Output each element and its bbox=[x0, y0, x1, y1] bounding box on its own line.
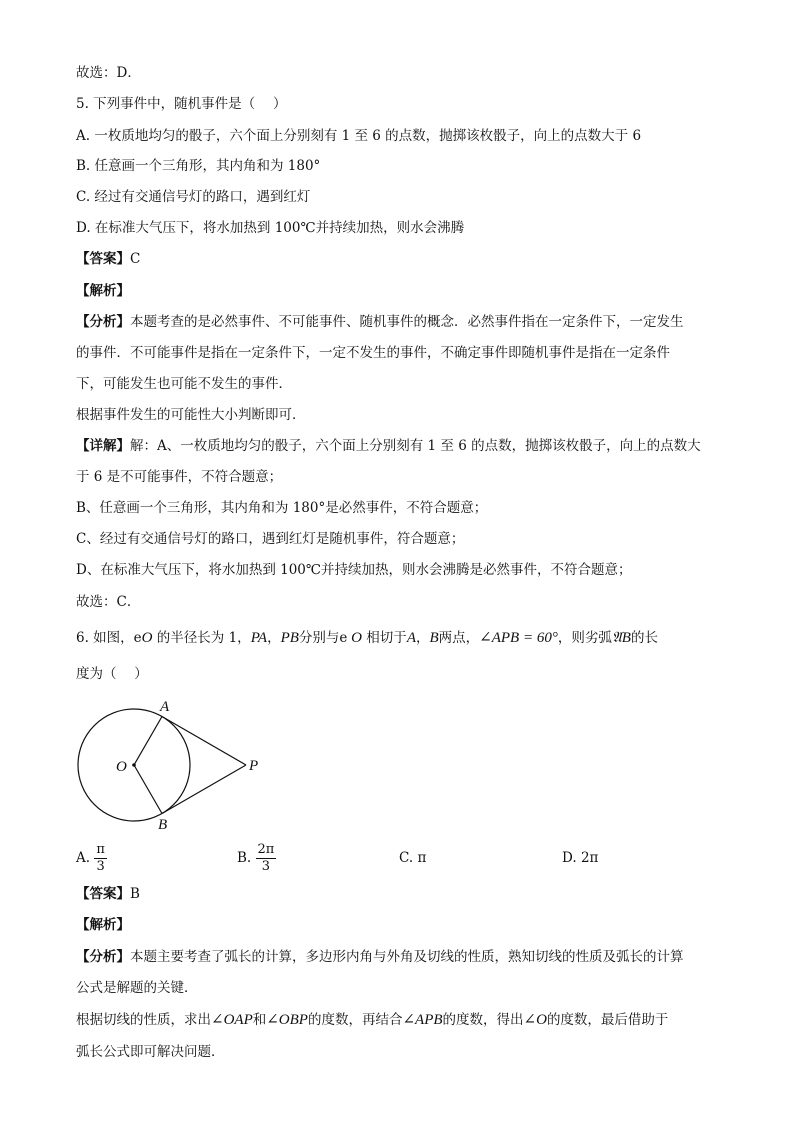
text-line: 故选：C． bbox=[76, 594, 141, 610]
math-A: A bbox=[406, 630, 416, 646]
text-line bbox=[76, 1011, 668, 1029]
q6-text: ， bbox=[267, 630, 281, 646]
option-b-label: B. bbox=[237, 850, 252, 866]
q6-text: ， bbox=[415, 630, 430, 646]
circle-symbol: e bbox=[339, 630, 348, 646]
question-5-stem: 5. 下列事件中，随机事件是（ ） bbox=[76, 96, 287, 112]
option-d bbox=[562, 850, 598, 866]
q6-text: 分别与 bbox=[298, 630, 340, 646]
option-d-value: 2π bbox=[580, 850, 599, 866]
q6-text: 相切于 bbox=[362, 630, 407, 646]
label-o: O bbox=[116, 759, 127, 775]
text-line: 根据事件发生的可能性大小判断即可． bbox=[76, 407, 306, 423]
fraction-numerator: π bbox=[96, 842, 105, 857]
option-c-value: π bbox=[417, 850, 427, 866]
fraction-denominator: 3 bbox=[261, 859, 271, 874]
text-line: 于 6 是不可能事件，不符合题意； bbox=[76, 469, 283, 485]
math-B: B bbox=[429, 630, 439, 646]
fenxi-text: 本题主要考查了弧长的计算，多边形内角与外角及切线的性质，熟知切线的性质及弧长的计算 bbox=[130, 949, 684, 965]
text-line: 弧长公式即可解决问题． bbox=[76, 1044, 225, 1060]
fraction-denominator: 3 bbox=[96, 859, 105, 874]
answer-value: B bbox=[130, 886, 140, 902]
radius-oa bbox=[134, 717, 162, 766]
fenxi-tag: 【分析】 bbox=[76, 949, 130, 965]
tangent-pb bbox=[162, 765, 246, 814]
text-span: 的度数，再结合 bbox=[307, 1012, 403, 1028]
answer-tag: 【答案】 bbox=[76, 886, 130, 902]
math-angle-apb: ∠APB bbox=[402, 1012, 443, 1028]
option-d-text: D. 在标准大气压下，将水加热到 100℃并持续加热，则水会沸腾 bbox=[76, 220, 465, 236]
option-d-label: D. bbox=[562, 850, 577, 866]
option-c-text: C. 经过有交通信号灯的路口，遇到红灯 bbox=[76, 189, 311, 205]
math-O: O bbox=[347, 630, 363, 646]
tangent-pa bbox=[162, 717, 246, 766]
q6-text: 的长 bbox=[630, 630, 658, 646]
math-angle-apb: ∠APB = 60° bbox=[479, 630, 558, 646]
analysis-tag: 【解析】 bbox=[76, 283, 130, 299]
option-c bbox=[399, 850, 426, 866]
text-line: 公式是解题的关键． bbox=[76, 980, 198, 996]
text-line bbox=[76, 313, 684, 331]
circle-symbol: e bbox=[133, 630, 142, 646]
text-span: 根据切线的性质，求出 bbox=[76, 1012, 211, 1028]
text-line: 下，可能发生也可能不发生的事件． bbox=[76, 376, 292, 392]
option-c-label: C. bbox=[399, 850, 414, 866]
fraction-2pi-over-3 bbox=[256, 842, 277, 875]
label-b: B bbox=[158, 817, 168, 833]
analysis-heading bbox=[76, 282, 130, 300]
option-b bbox=[237, 842, 276, 875]
text-line: B、任意画一个三角形，其内角和为 180°是必然事件，不符合题意； bbox=[76, 500, 488, 516]
answer-line bbox=[76, 885, 140, 903]
text-line: 的事件．不可能事件是指在一定条件下，一定不发生的事件，不确定事件即随机事件是指在一定条件 bbox=[76, 345, 670, 361]
text-line: 度为（ ） bbox=[76, 666, 148, 682]
question-6-stem bbox=[76, 629, 658, 647]
math-PA: PA bbox=[250, 630, 268, 646]
q6-text: 6. 如图， bbox=[76, 630, 134, 646]
label-a: A bbox=[160, 699, 170, 715]
math-angle-o: ∠O bbox=[523, 1012, 547, 1028]
xiangjie-text: 解：A、一枚质地均匀的骰子，六个面上分别刻有 1 至 6 的点数，抛掷该枚骰子，向上的点数大 bbox=[130, 438, 701, 454]
text-line: C、经过有交通信号灯的路口，遇到红灯是随机事件，符合题意； bbox=[76, 531, 465, 547]
answer-value: C bbox=[130, 251, 141, 267]
text-line: 故选：D． bbox=[76, 65, 141, 81]
answer-line bbox=[76, 250, 140, 268]
math-angle-oap: ∠OAP bbox=[211, 1012, 253, 1028]
fraction-pi-over-3 bbox=[94, 842, 107, 875]
q6-text: ，则劣弧 bbox=[557, 630, 612, 646]
text-span: 和 bbox=[252, 1012, 267, 1028]
fraction-numerator: 2π bbox=[257, 842, 275, 857]
radius-ob bbox=[134, 765, 162, 814]
text-line: D、在标准大气压下，将水加热到 100℃并持续加热，则水会沸腾是必然事件，不符合题意； bbox=[76, 562, 632, 578]
option-a-text: A. 一枚质地均匀的骰子，六个面上分别刻有 1 至 6 的点数，抛掷该枚骰子，向上的点数大于 6 bbox=[76, 128, 642, 144]
option-b-text: B. 任意画一个三角形，其内角和为 180° bbox=[76, 158, 321, 174]
text-span: 的度数，最后借助于 bbox=[546, 1012, 669, 1028]
math-angle-obp: ∠OBP bbox=[266, 1012, 308, 1028]
math-arc-ab: 𝔄B bbox=[611, 630, 631, 646]
q6-text: 两点， bbox=[438, 630, 480, 646]
text-span: 的度数，得出 bbox=[442, 1012, 524, 1028]
text-line bbox=[76, 948, 684, 966]
math-PB: PB bbox=[280, 630, 299, 646]
text-line bbox=[76, 437, 701, 455]
q6-text: 的半径长为 1， bbox=[152, 630, 251, 646]
label-p: P bbox=[249, 758, 259, 774]
math-O: O bbox=[141, 630, 153, 646]
xiangjie-tag: 【详解】 bbox=[76, 438, 130, 454]
fenxi-text: 本题考查的是必然事件、不可能事件、随机事件的概念．必然事件指在一定条件下，一定发生 bbox=[130, 314, 684, 330]
analysis-tag: 【解析】 bbox=[76, 917, 130, 933]
answer-tag: 【答案】 bbox=[76, 251, 130, 267]
option-a-label: A. bbox=[76, 850, 91, 866]
tangent-circle-figure bbox=[70, 695, 270, 835]
option-a bbox=[76, 842, 107, 875]
center-dot bbox=[132, 763, 136, 767]
fenxi-tag: 【分析】 bbox=[76, 314, 130, 330]
analysis-heading bbox=[76, 916, 130, 934]
